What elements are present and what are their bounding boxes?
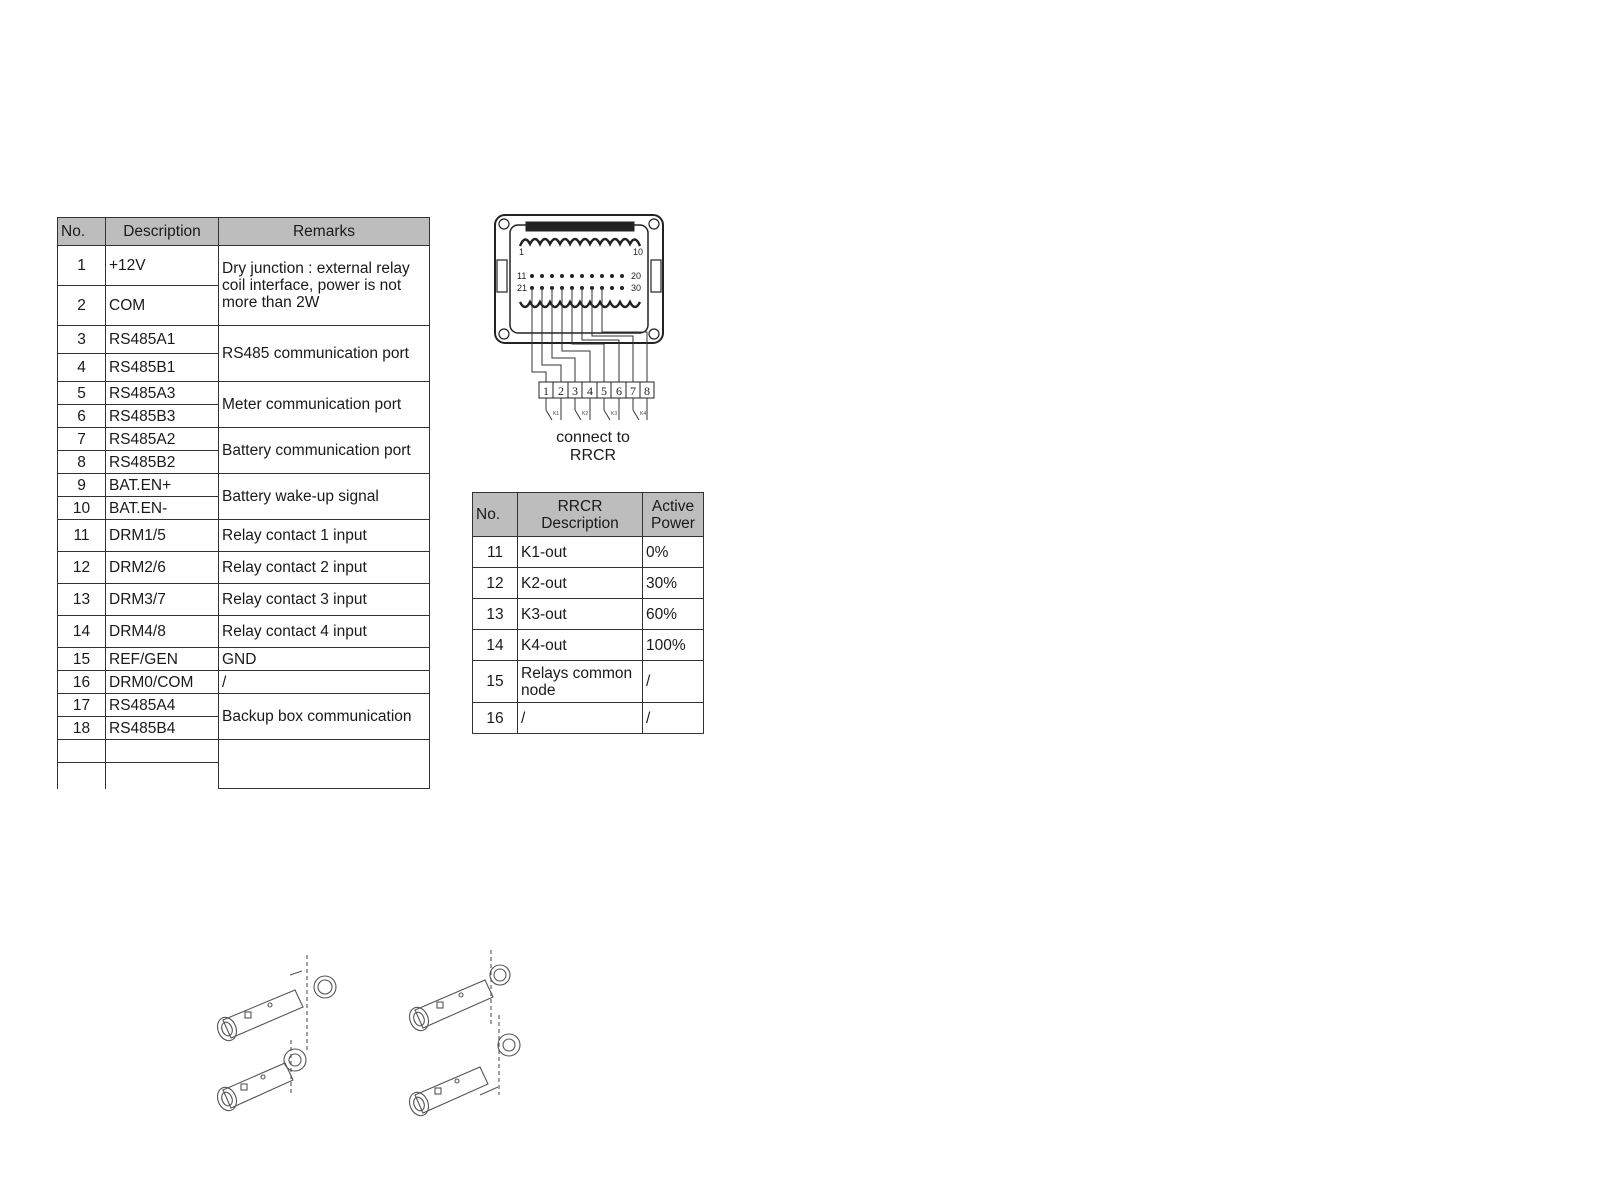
table-header-row [473, 493, 704, 537]
pin-remark: Backup box communication [219, 694, 430, 740]
table-row [58, 694, 430, 717]
pin-label: 30 [631, 283, 642, 293]
relay-label: K1 [553, 411, 560, 417]
header-description: Description [106, 218, 219, 246]
relay-label: K4 [640, 411, 647, 417]
rrcr-no: 15 [473, 661, 518, 703]
empty-cell [219, 740, 430, 789]
pin-remark: / [219, 671, 430, 694]
header-remarks: Remarks [219, 218, 430, 246]
pin-remark: Relay contact 4 input [219, 616, 430, 648]
connector-diagram [490, 210, 680, 435]
pin-label: 11 [517, 271, 527, 281]
terminal-number: 1 [543, 384, 549, 398]
pin-no: 3 [58, 326, 106, 354]
table-row [58, 671, 430, 694]
pin-label: 20 [631, 271, 642, 281]
table-row [58, 648, 430, 671]
pin-no: 16 [58, 671, 106, 694]
rrcr-no: 14 [473, 630, 518, 661]
pin-no: 9 [58, 474, 106, 497]
rrcr-table [472, 492, 704, 734]
terminal-block [539, 382, 654, 398]
pin-remark: Relay contact 3 input [219, 584, 430, 616]
pin-no: 15 [58, 648, 106, 671]
pin-definition-table [57, 217, 430, 789]
pin-desc: COM [106, 286, 219, 326]
relay-label: K2 [582, 411, 589, 417]
pin-desc: RS485A4 [106, 694, 219, 717]
plug-assembly-illustration [215, 945, 545, 1125]
pin-no: 12 [58, 552, 106, 584]
terminal-number: 7 [630, 384, 636, 398]
table-header-row [58, 218, 430, 246]
pin-remark: RS485 communication port [219, 326, 430, 382]
table-row [473, 568, 704, 599]
pin-no: 5 [58, 382, 106, 405]
pin-remark: Battery communication port [219, 428, 430, 474]
table-row [58, 520, 430, 552]
rrcr-desc: / [518, 703, 643, 734]
rrcr-desc: K1-out [518, 537, 643, 568]
plug-step-2-icon [406, 950, 510, 1033]
pin-desc: RS485B2 [106, 451, 219, 474]
pin-remark: GND [219, 648, 430, 671]
header-no: No. [58, 218, 106, 246]
table-row [473, 630, 704, 661]
plug-step-3-icon [215, 1040, 306, 1113]
terminal-number: 8 [644, 384, 650, 398]
pin-remark: Relay contact 1 input [219, 520, 430, 552]
pin-no: 1 [58, 246, 106, 286]
pin-remark: Battery wake-up signal [219, 474, 430, 520]
pin-no: 13 [58, 584, 106, 616]
empty-cell [58, 763, 106, 789]
rrcr-power: / [643, 703, 704, 734]
pin-remark: Meter communication port [219, 382, 430, 428]
terminal-number: 2 [558, 384, 564, 398]
plug-step-1-icon [215, 955, 336, 1053]
pin-no: 7 [58, 428, 106, 451]
terminal-number: 4 [587, 384, 593, 398]
rrcr-power: 30% [643, 568, 704, 599]
pin-no: 6 [58, 405, 106, 428]
pin-no: 17 [58, 694, 106, 717]
rrcr-desc: Relays common node [518, 661, 643, 703]
pin-desc: BAT.EN+ [106, 474, 219, 497]
pin-remark: Dry junction : external relay coil interface, power is not more than 2W [219, 246, 430, 326]
terminal-number: 5 [601, 384, 607, 398]
pin-holes [530, 274, 624, 290]
pin-desc: RS485B4 [106, 717, 219, 740]
relay-label: K3 [611, 411, 618, 417]
table-row [473, 599, 704, 630]
pin-no: 4 [58, 354, 106, 382]
pin-no: 18 [58, 717, 106, 740]
pin-desc: DRM1/5 [106, 520, 219, 552]
empty-cell [106, 763, 219, 789]
table-row [58, 428, 430, 451]
pin-desc: RS485A3 [106, 382, 219, 405]
connector-caption: connect to RRCR [556, 429, 630, 464]
rrcr-no: 13 [473, 599, 518, 630]
rrcr-no: 16 [473, 703, 518, 734]
table-row [473, 661, 704, 703]
pin-desc: RS485A2 [106, 428, 219, 451]
rrcr-power: 60% [643, 599, 704, 630]
table-row [58, 382, 430, 405]
table-row [58, 474, 430, 497]
rrcr-no: 12 [473, 568, 518, 599]
pin-desc: REF/GEN [106, 648, 219, 671]
header-no: No. [473, 493, 518, 537]
header-rrcr-description: RRCR Description [518, 493, 643, 537]
pin-desc: RS485A1 [106, 326, 219, 354]
pin-desc: BAT.EN- [106, 497, 219, 520]
pin-desc: DRM2/6 [106, 552, 219, 584]
rrcr-desc: K4-out [518, 630, 643, 661]
table-row [58, 326, 430, 354]
table-row [58, 616, 430, 648]
table-row [58, 584, 430, 616]
pin-desc: DRM4/8 [106, 616, 219, 648]
table-row [58, 552, 430, 584]
pin-desc: +12V [106, 246, 219, 286]
pin-no: 14 [58, 616, 106, 648]
table-row [473, 537, 704, 568]
empty-cell [106, 740, 219, 763]
pin-label: 21 [517, 283, 528, 293]
header-active-power: Active Power [643, 493, 704, 537]
relay-switches [546, 398, 647, 420]
rrcr-desc: K2-out [518, 568, 643, 599]
pin-desc: DRM0/COM [106, 671, 219, 694]
table-row-empty [58, 740, 430, 763]
rrcr-power: 100% [643, 630, 704, 661]
pin-no: 11 [58, 520, 106, 552]
pin-no: 2 [58, 286, 106, 326]
pin-desc: RS485B1 [106, 354, 219, 382]
pin-desc: DRM3/7 [106, 584, 219, 616]
rrcr-desc: K3-out [518, 599, 643, 630]
pin-remark: Relay contact 2 input [219, 552, 430, 584]
rrcr-power: / [643, 661, 704, 703]
pin-no: 8 [58, 451, 106, 474]
terminal-number: 3 [572, 384, 578, 398]
table-row [58, 246, 430, 286]
table-row [473, 703, 704, 734]
rrcr-no: 11 [473, 537, 518, 568]
pin-desc: RS485B3 [106, 405, 219, 428]
empty-cell [58, 740, 106, 763]
rrcr-power: 0% [643, 537, 704, 568]
pin-label: 1 [519, 247, 525, 257]
terminal-number: 6 [616, 384, 622, 398]
pin-no: 10 [58, 497, 106, 520]
pin-label: 10 [633, 247, 644, 257]
